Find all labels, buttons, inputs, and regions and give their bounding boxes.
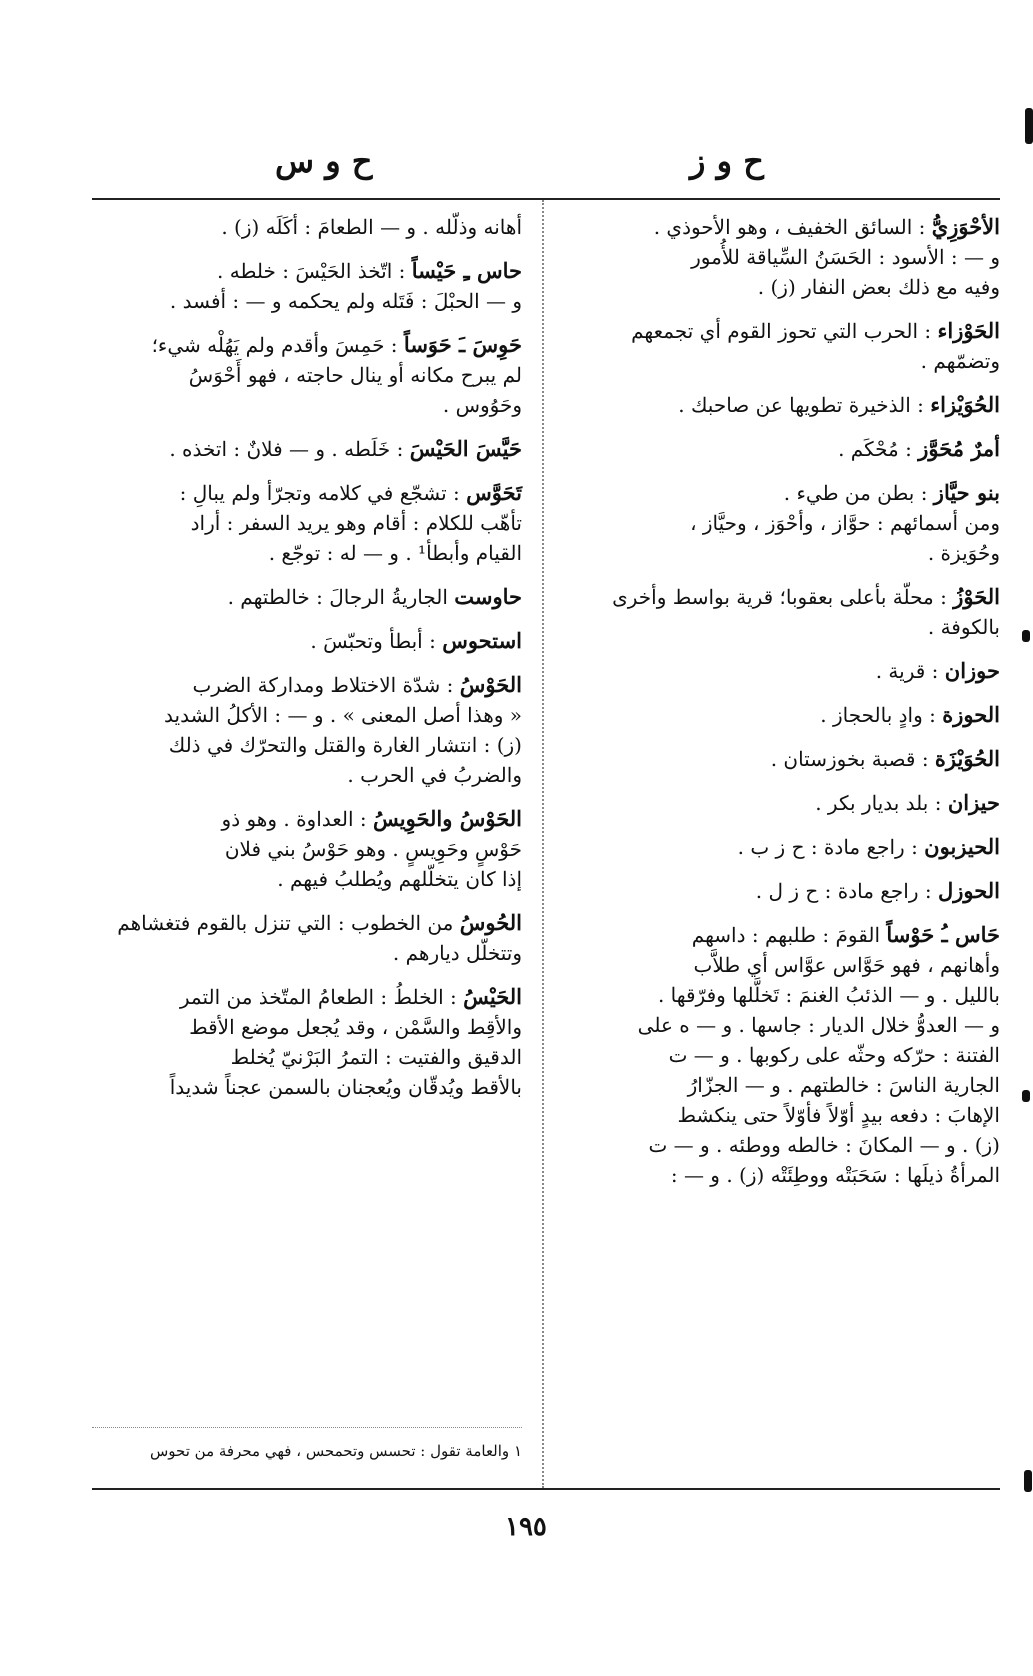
entry-first-line (92, 670, 522, 700)
dictionary-entry (92, 478, 522, 568)
page-number: ١٩٥ (505, 1512, 547, 1542)
entry-definition: : تشجّع في كلامه وتجرّأ ولم يبالِ : (179, 481, 460, 505)
entry-definition: : الحرب التي تحوز القوم أي تجمعهم (631, 319, 932, 343)
entry-continuation-line: حَوْسٍ وحَوِيسٍ . وهو حَوْسُ بني فلان (224, 837, 522, 861)
entry-continuation-line: لم يبرح مكانه أو ينال حاجته ، فهو أَحْوَسُ (188, 363, 522, 387)
bottom-rule (92, 1488, 1000, 1490)
entry-headword: حَيَّسَ الحَيْسَ (409, 436, 522, 461)
entry-continuation-line: « وهذا أصل المعنى » . و — : الأكلُ الشديد (164, 703, 522, 727)
entry-first-line (555, 876, 1000, 906)
entry-definition: : خَلَطه . و — فلانٌ : اتخذه . (169, 437, 404, 461)
entry-definition: : راجع مادة : ح ز ب . (737, 835, 918, 859)
dictionary-entry (92, 582, 522, 612)
entry-continuation-line: وتتخلّل ديارهم . (392, 941, 522, 965)
entry-first-line (555, 478, 1000, 508)
entry-continuation-line: القيام وأبطأ¹ . و — له : توجّع . (268, 541, 522, 565)
entry-definition: : الذخيرة تطويها عن صاحبك . (678, 393, 924, 417)
entry-headword: الحَوْزُ (953, 584, 1000, 609)
entry-first-line (92, 330, 522, 360)
entry-continuation-line: والأقِط والسَّمْن ، وقد يُجعل موضع الأقط (189, 1015, 522, 1039)
entry-headword: الحوزة (942, 702, 1000, 727)
entry-first-line (92, 256, 522, 286)
entry-first-line (92, 982, 522, 1012)
entry-headword: تَحَوَّس (466, 480, 522, 505)
entry-headword: الحوزل (937, 878, 1000, 903)
entry-continuation-line: و — : الأسود : الحَسَنُ السِّياقة للأُمور (691, 245, 1000, 269)
dictionary-entry (92, 256, 522, 316)
entry-definition: : بطن من طيء . (783, 481, 928, 505)
dictionary-entry (92, 330, 522, 420)
entry-headword: الحيزبون (924, 834, 1000, 859)
footnote: ١ والعامة تقول : تحسس وتحمحس ، فهي محرفة من تحوس (149, 1442, 522, 1460)
entry-headword: الحَيْسُ (463, 984, 522, 1009)
dictionary-entry (555, 656, 1000, 686)
entry-first-line (555, 582, 1000, 612)
dictionary-entry (92, 670, 522, 790)
entry-continuation-line: الجارية الناسَ : خالطتهم . و — الجزّارُ (687, 1073, 1000, 1097)
entry-first-line (555, 390, 1000, 420)
entry-headword: أمرٌ مُحَوَّز (918, 436, 1000, 461)
dictionary-entry (555, 700, 1000, 730)
entry-definition: : السائق الخفيف ، وهو الأحوذي . (653, 215, 926, 239)
margin-mark (1024, 1470, 1032, 1492)
entry-definition: : أبطأ وتحبّسَ . (310, 629, 436, 653)
entry-headword: حوزان (944, 658, 1000, 683)
entry-definition: : الخلطُ : الطعامُ المتّخذ من التمر (179, 985, 457, 1009)
entry-continuation-line: تأهّب للكلام : أقام وهو يريد السفر : أراد (190, 511, 522, 535)
entry-headword: حيزان (947, 790, 1000, 815)
entry-first-line (555, 920, 1000, 950)
entry-first-line (555, 316, 1000, 346)
entry-continuation-line: والضربُ في الحرب . (347, 763, 522, 787)
entry-definition: الجاريةُ الرجالَ : خالطتهم . (227, 585, 448, 609)
dictionary-entry (92, 908, 522, 968)
entry-continuation-line: (ز) . و — المكانَ : خالطه ووطئه . و — ت (648, 1133, 1000, 1157)
entry-first-line (92, 212, 522, 242)
entry-first-line (555, 656, 1000, 686)
entry-continuation-line: وتضمّهم . (920, 349, 1000, 373)
entry-headword: بنو حيَّاز (933, 480, 1000, 505)
entry-headword: استحوس (442, 628, 522, 653)
entry-continuation-line: وفيه مع ذلك بعض النفار (ز) . (757, 275, 1000, 299)
entry-first-line (92, 478, 522, 508)
entry-headword: حَاس ـُ حَوْساً (886, 922, 1000, 947)
entry-definition: أهانه وذلّله . و — الطعامَ : أكَلَه (ز) . (221, 215, 522, 239)
entry-headword: حاس ـِ حَيْساً (411, 258, 522, 283)
entry-definition: : محلّة بأعلى بعقوبا؛ قرية بواسط وأخرى (612, 585, 947, 609)
entry-first-line (92, 626, 522, 656)
entry-first-line (555, 700, 1000, 730)
column-divider (542, 200, 544, 1488)
entry-definition: : وادٍ بالحجاز . (820, 703, 936, 727)
entry-definition: : حَمِسَ وأقدم ولم يَهُلْه شيء؛ (151, 333, 398, 357)
dictionary-entry (555, 744, 1000, 774)
dictionary-entry (92, 982, 522, 1102)
entry-definition: : اتّخذ الحَيْسَ : خلطه . (217, 259, 406, 283)
dictionary-entry (555, 832, 1000, 862)
entry-definition: : شدّة الاختلاط ومداركة الضرب (192, 673, 454, 697)
dictionary-entry (555, 316, 1000, 376)
entry-headword: الحُوَيْزاء (930, 392, 1000, 417)
margin-mark (1022, 630, 1030, 642)
dictionary-entry (555, 876, 1000, 906)
entry-headword: الحُوسُ (459, 910, 522, 935)
entry-definition: : راجع مادة : ح ز ل . (755, 879, 932, 903)
entry-headword: الحَوْسُ والحَوِيسُ (373, 806, 522, 831)
entry-continuation-line: الإهابَ : دفعه بيدٍ أوّلاً فأوّلاً حتى ينكشط (677, 1103, 1000, 1127)
margin-mark (1022, 1090, 1030, 1102)
footnote-rule (92, 1427, 522, 1428)
entry-continuation-line: الفتنة : حرّكه وحثّه على ركوبها . و — ت (668, 1043, 1000, 1067)
dictionary-entry (555, 434, 1000, 464)
entry-definition: : مُحْكَم . (838, 437, 912, 461)
dictionary-entry (555, 390, 1000, 420)
entry-definition: : قرية . (875, 659, 939, 683)
margin-mark (1025, 108, 1033, 144)
entry-continuation-line: إذا كان يتخلّلهم ويُطلبُ فيهم . (277, 867, 522, 891)
right-column-header: ح و ز (690, 142, 764, 180)
entry-definition: : قصبة بخوزستان . (770, 747, 929, 771)
entry-first-line (92, 582, 522, 612)
entry-definition: من الخطوب : التي تنزل بالقوم فتغشاهم (117, 911, 454, 935)
dictionary-entry (92, 434, 522, 464)
entry-continuation-line: وأهانهم ، فهو حَوَّاس عوَّاس أي طلاَّب (693, 953, 1000, 977)
entry-continuation-line: بالكوفة . (927, 615, 1000, 639)
dictionary-entry (555, 582, 1000, 642)
entry-first-line (92, 434, 522, 464)
entry-headword: الأحْوَزِيُّ (931, 214, 1000, 239)
entry-definition: القومَ : طلبهم : داسهم (691, 923, 881, 947)
entry-continuation-line: بالأقط ويُدقّان ويُعجنان بالسمن عجناً شديداً (169, 1075, 522, 1099)
entry-continuation-line: الدقيق والفتيت : التمرُ البَرْنيّ يُخلط (230, 1045, 522, 1069)
top-rule (92, 198, 1000, 200)
entry-continuation-line: وحَوُوس . (442, 393, 522, 417)
entry-first-line (92, 908, 522, 938)
entry-headword: حاوست (454, 584, 522, 609)
entry-first-line (555, 212, 1000, 242)
dictionary-entry (555, 920, 1000, 1190)
entry-headword: الحَوْسُ (459, 672, 522, 697)
dictionary-entry (555, 788, 1000, 818)
entry-continuation-line: المرأةُ ذيلَها : سَحَبَتْه ووطِئَتْه (ز) . و — : (670, 1163, 1000, 1187)
entry-continuation-line: و — العدوُّ خلال الديار : جاسها . و — ه على (637, 1013, 1000, 1037)
entry-headword: حَوِسَ ـَ حَوَساً (403, 332, 522, 357)
right-column (555, 212, 1000, 1204)
entry-first-line (555, 744, 1000, 774)
dictionary-entry (92, 626, 522, 656)
entry-definition: : بلد بديار بكر . (815, 791, 942, 815)
left-column (92, 212, 522, 1116)
dictionary-entry (92, 804, 522, 894)
entry-continuation-line: ومن أسمائهم : حوَّاز ، وأحْوَز ، وحيَّاز ، (690, 511, 1000, 535)
entry-first-line (555, 832, 1000, 862)
dictionary-entry (92, 212, 522, 242)
dictionary-entry (555, 212, 1000, 302)
entry-first-line (555, 434, 1000, 464)
left-column-header: ح و س (275, 142, 373, 180)
entry-first-line (555, 788, 1000, 818)
entry-continuation-line: وحُوَيزة . (927, 541, 1000, 565)
entry-definition: : العداوة . وهو ذو (221, 807, 367, 831)
entry-first-line (92, 804, 522, 834)
entry-continuation-line: (ز) : انتشار الغارة والقتل والتحرّك في ذلك (168, 733, 522, 757)
entry-headword: الحَوْزاء (937, 318, 1000, 343)
entry-headword: الحُوَيْزَة (934, 746, 1000, 771)
entry-continuation-line: و — الحبْلَ : فَتَله ولم يحكمه و — : أفسد . (169, 289, 522, 313)
entry-continuation-line: بالليل . و — الذئبُ الغنمَ : تَخلَّلها وفرّقها . (657, 983, 1000, 1007)
dictionary-entry (555, 478, 1000, 568)
